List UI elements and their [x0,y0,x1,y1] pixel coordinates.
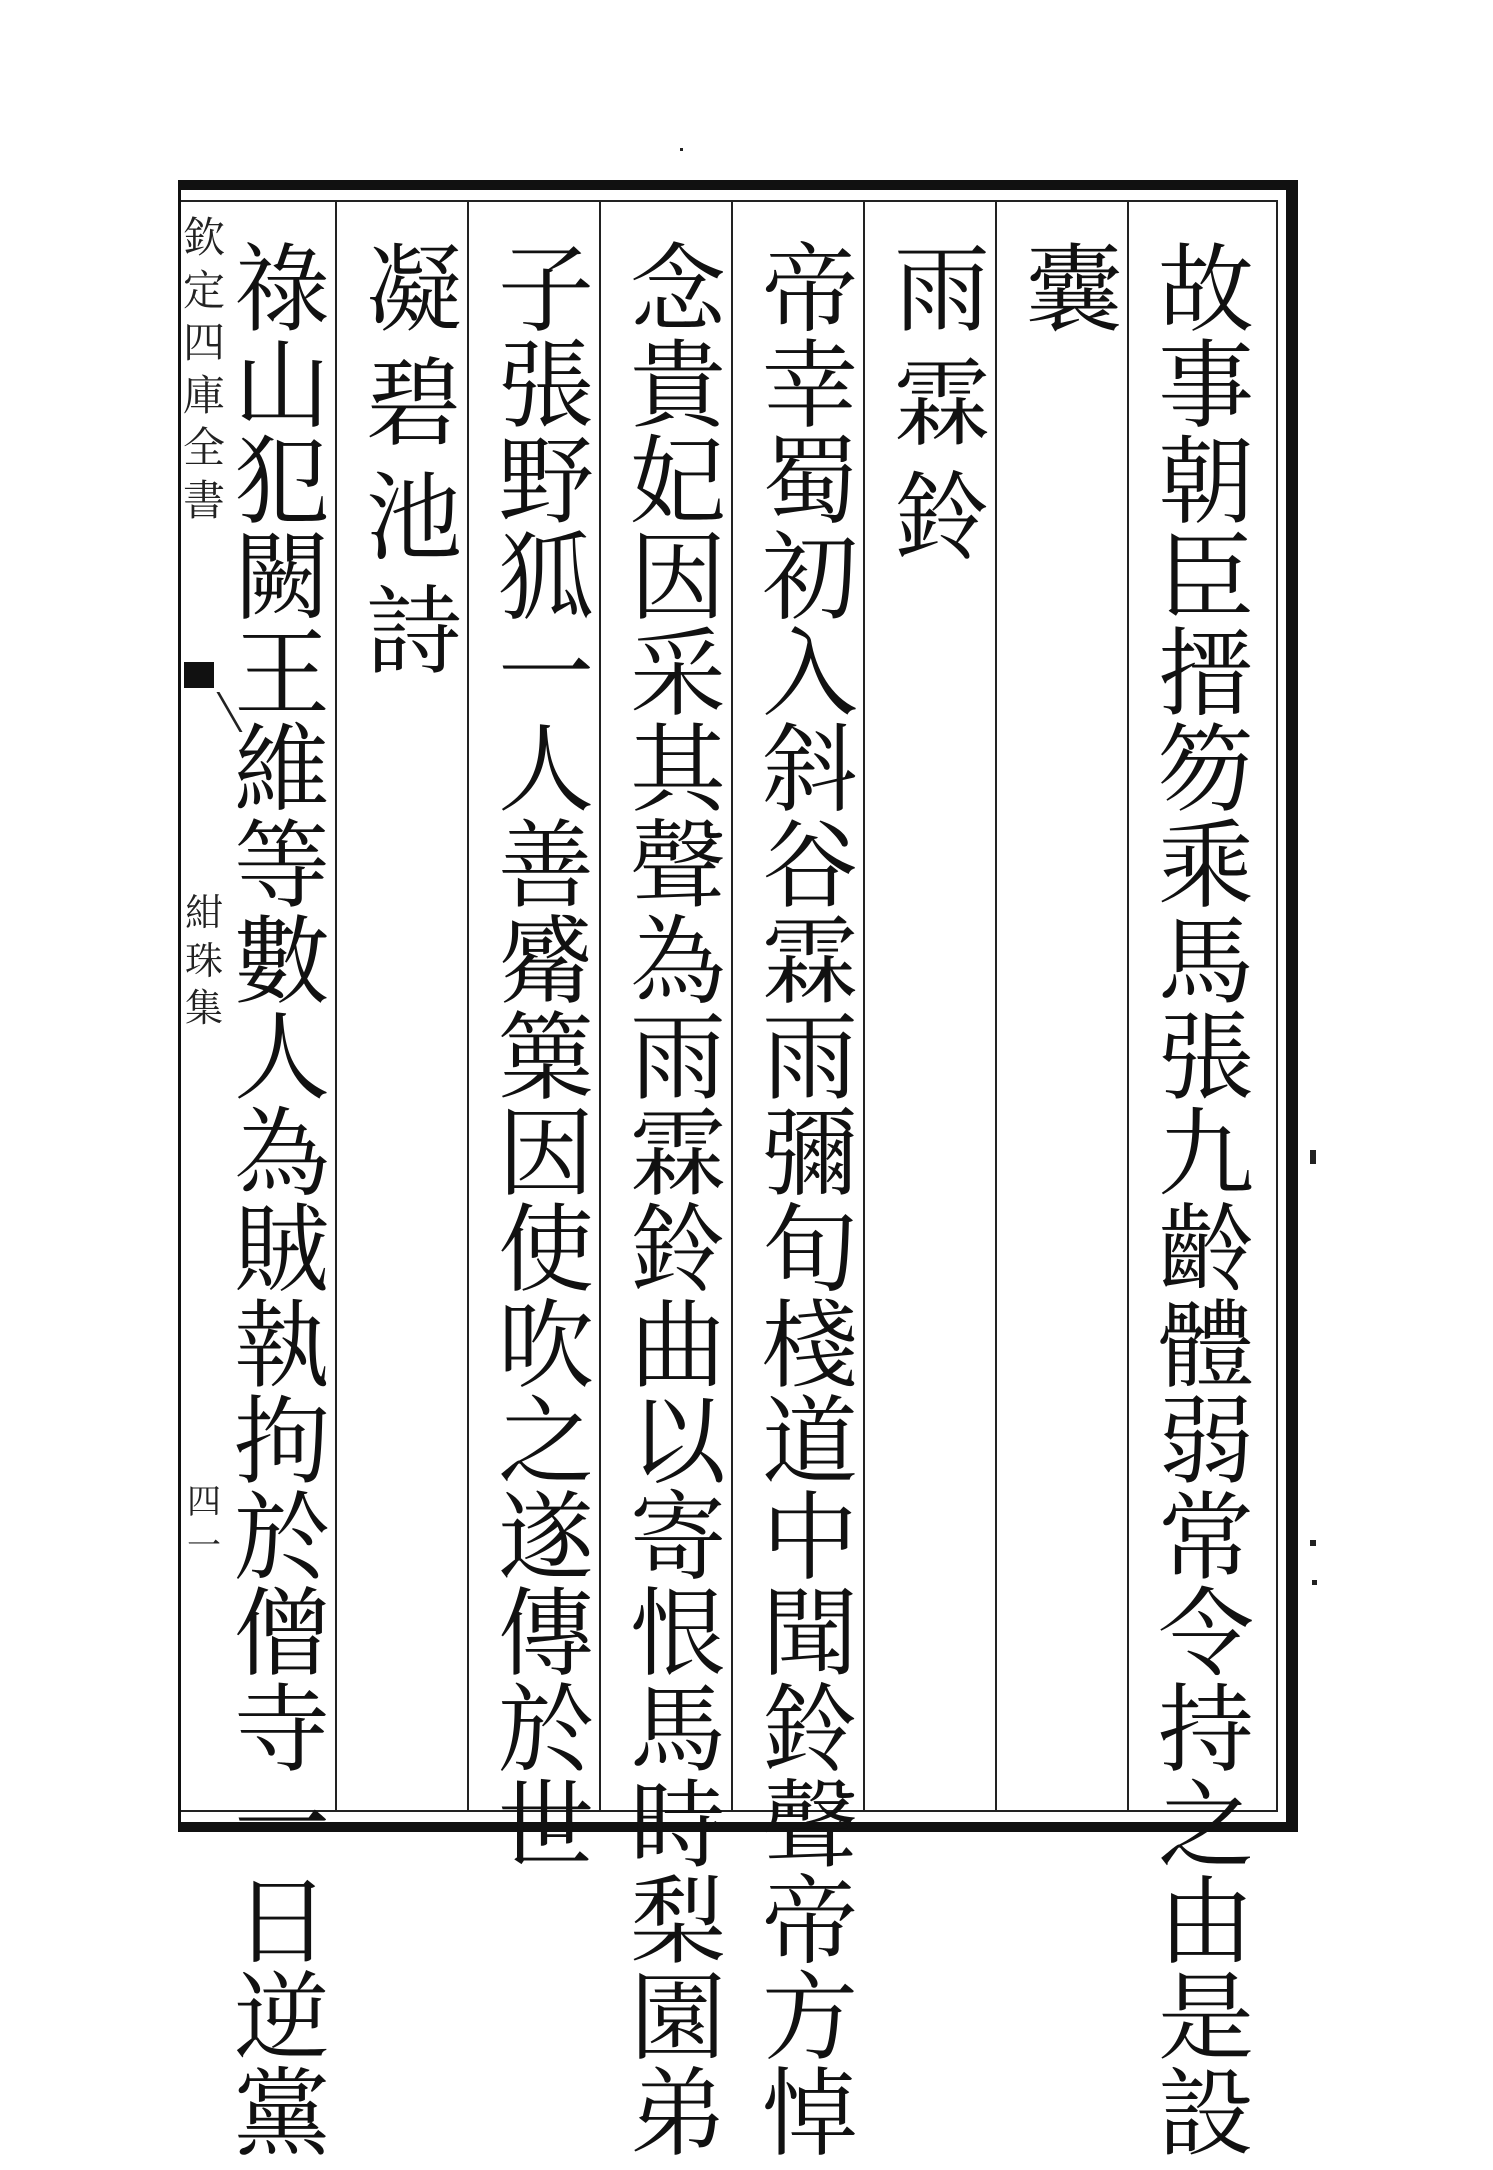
character: 悼 [762,2058,858,2170]
text-column-8 [217,234,347,2170]
character: 方 [762,1962,858,2074]
character: 拘 [234,1386,330,1498]
character: 弱 [1158,1386,1254,1498]
character: 聲 [762,1770,858,1882]
character: 谷 [762,810,858,922]
character: 於 [498,1674,594,1786]
character: 聲 [630,810,726,922]
character: 等 [234,810,330,922]
column-grid [181,200,1278,2170]
character: 狐 [498,522,594,634]
character: 九 [1158,1098,1254,1210]
character: 馬 [1158,906,1254,1018]
character: 是 [1158,1962,1254,2074]
character: 雨 [630,1002,726,1114]
character: 寺 [234,1674,330,1786]
character: 碧 [366,348,462,460]
character: 數 [234,906,330,1018]
character: 念 [630,234,726,346]
character: 篥 [498,1002,594,1114]
character: 因 [498,1098,594,1210]
character: 采 [630,618,726,730]
character: 池 [366,462,462,574]
character: 為 [630,906,726,1018]
character: 張 [498,330,594,442]
character: 野 [498,426,594,538]
character: 寄 [630,1482,726,1594]
character: 齡 [1158,1194,1254,1306]
character: 持 [1158,1674,1254,1786]
character: 世 [498,1770,594,1882]
character: 吹 [498,1290,594,1402]
character: 初 [762,522,858,634]
character: 因 [630,522,726,634]
character: 妃 [630,426,726,538]
character: 凝 [366,234,462,346]
character: 闕 [234,522,330,634]
character: 張 [1158,1002,1254,1114]
ink-speck [1312,1580,1317,1585]
character: 霖 [894,348,990,460]
character: 蜀 [762,426,858,538]
character: 事 [1158,330,1254,442]
character: 善 [498,810,594,922]
character: 遂 [498,1482,594,1594]
character: 霖 [762,906,858,1018]
character: 乘 [1158,810,1254,922]
character: 故 [1158,234,1254,346]
text-column-1 [1141,234,1271,2170]
character: 梨 [630,1866,726,1978]
character: 詩 [366,576,462,688]
character: 幸 [762,330,858,442]
character: 馬 [630,1674,726,1786]
text-column-4 [745,234,875,2170]
character: 帝 [762,1866,858,1978]
character: 傳 [498,1578,594,1690]
text-column-7 [349,234,479,1802]
character: 道 [762,1386,858,1498]
character: 鈴 [762,1674,858,1786]
ink-speck [1310,1540,1316,1546]
character: 僧 [234,1578,330,1690]
text-column-5 [613,234,743,2170]
book-title-margin: 欽定四庫全書 [182,213,225,525]
character: 維 [234,714,330,826]
character: 逆 [234,1962,330,2074]
character: 雨 [762,1002,858,1114]
character: 山 [234,330,330,442]
character: 聞 [762,1578,858,1690]
text-frame [178,180,1298,2170]
character: 祿 [234,234,330,346]
character: 園 [630,1962,726,2074]
character: 囊 [1026,234,1122,346]
character: 令 [1158,1578,1254,1690]
character: 黨 [234,2058,330,2170]
character: 體 [1158,1290,1254,1402]
character: 霖 [630,1098,726,1210]
character: 一 [498,618,594,730]
character: 由 [1158,1866,1254,1978]
character: 觱 [498,906,594,1018]
character: 之 [1158,1770,1254,1882]
collection-title-margin: 紺珠集 [184,891,223,1030]
ink-speck [680,148,683,151]
character: 斜 [762,714,858,826]
character: 設 [1158,2058,1254,2170]
text-column-3 [877,234,1007,1802]
character: 子 [498,234,594,346]
character: 一 [234,1770,330,1882]
page-number-margin: 四一 [187,1482,221,1567]
character: 朝 [1158,426,1254,538]
character: 時 [630,1770,726,1882]
character: 之 [498,1386,594,1498]
ink-speck [1310,1150,1316,1164]
character: 鈴 [630,1194,726,1306]
character: 雨 [894,234,990,346]
text-column-2 [1009,234,1139,1802]
character: 以 [630,1386,726,1498]
character: 曲 [630,1290,726,1402]
character: 中 [762,1482,858,1594]
character: 笏 [1158,714,1254,826]
character: 為 [234,1098,330,1210]
character: 賊 [234,1194,330,1306]
character: 執 [234,1290,330,1402]
character: 常 [1158,1482,1254,1594]
character: 日 [234,1866,330,1978]
character: 其 [630,714,726,826]
character: 臣 [1158,522,1254,634]
character: 入 [762,618,858,730]
character: 使 [498,1194,594,1306]
character: 鈴 [894,462,990,574]
character: 旬 [762,1194,858,1306]
character: 犯 [234,426,330,538]
character: 棧 [762,1290,858,1402]
text-column-6 [481,234,611,1882]
character: 貴 [630,330,726,442]
character: 人 [498,714,594,826]
character: 彌 [762,1098,858,1210]
character: 於 [234,1482,330,1594]
character: 搢 [1158,618,1254,730]
character: 弟 [630,2058,726,2170]
character: 恨 [630,1578,726,1690]
character: 帝 [762,234,858,346]
character: 王 [234,618,330,730]
character: 人 [234,1002,330,1114]
